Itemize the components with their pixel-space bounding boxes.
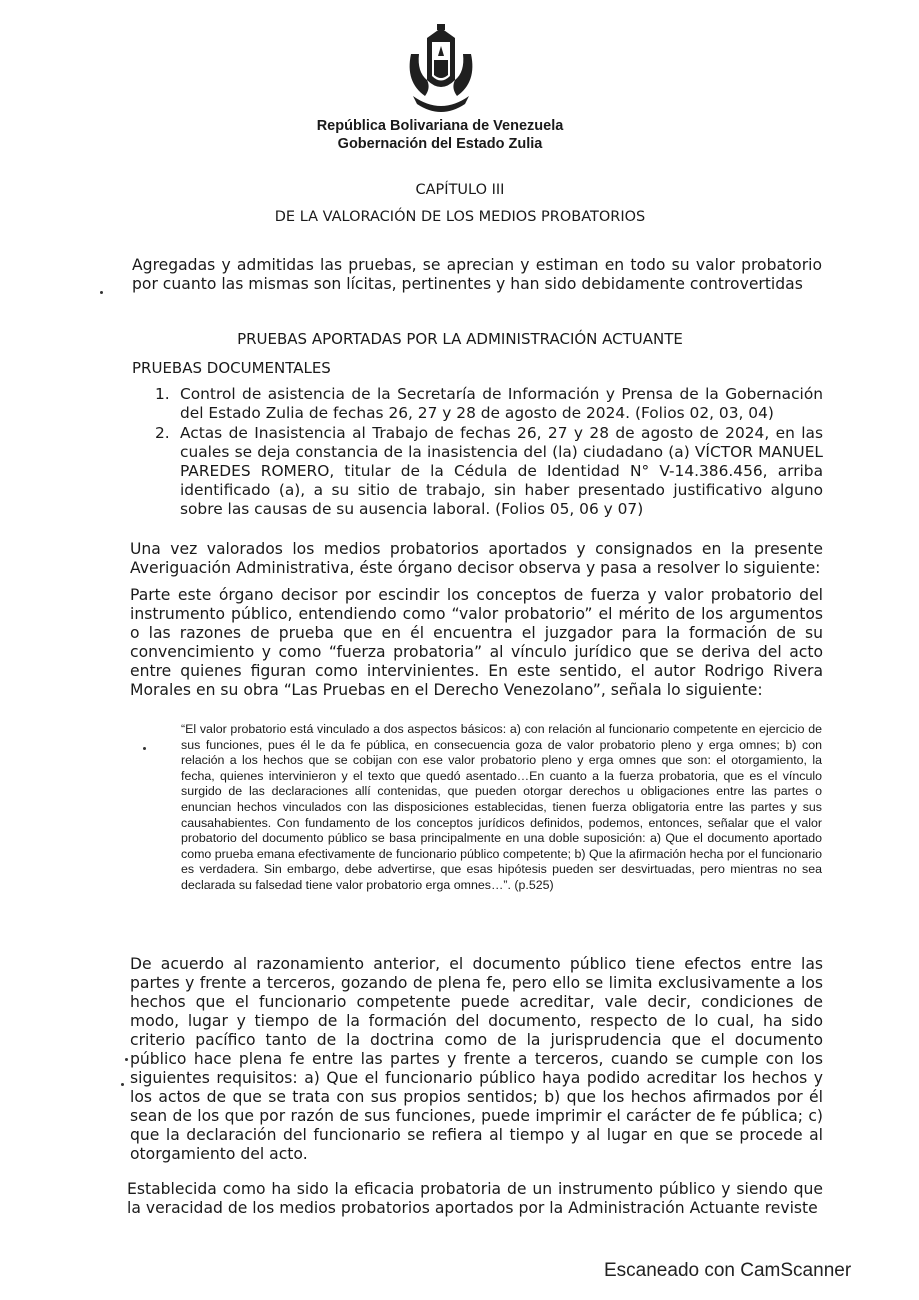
scanner-watermark: Escaneado con CamScanner	[604, 1260, 852, 1281]
establecida-paragraph: Establecida como ha sido la eficacia probatoria de un instrumento público y siendo que la veracidad de los medios probatorios aportados por la Administración Actuante reviste	[127, 1180, 823, 1217]
scan-speck	[143, 747, 146, 750]
list-item	[155, 385, 823, 423]
zulia-coat-of-arms-icon	[401, 24, 481, 114]
scan-speck	[121, 1083, 124, 1086]
intro-paragraph: Agregadas y admitidas las pruebas, se aprecian y estiman en todo su valor probatorio por cuanto las mismas son lícitas, pertinentes y han sido debidamente controvertidas	[132, 256, 822, 293]
list-item	[155, 424, 823, 519]
government-header	[250, 117, 630, 153]
acuerdo-paragraph: De acuerdo al razonamiento anterior, el documento público tiene efectos entre las partes y frente a terceros, gozando de plena fe, pero ello se limita exclusivamente a los hechos que el funcionario competente puede acreditar, vale decir, condiciones de modo, lugar y tiempo de la formación del documento, respecto de lo cual, ha sido criterio pacífico tanto de la doctrina como de la jurisprudencia que el documento público hace plena fe entre las partes y frente a terceros, cuando se cumple con los siguientes requisitos: a) Que el funcionario público haya podido acreditar los hechos y los actos de que se trata con sus propios sentidos; b) que los hechos afirmados por él sean de los que por razón de sus funciones, puede imprimir el carácter de fe pública; c) que la declaración del funcionario se refiera al tiempo y al lugar en que se procede al otorgamiento del acto.	[130, 955, 823, 1163]
list-item-number: 1.	[155, 385, 170, 403]
list-item-text: Control de asistencia de la Secretaría de Información y Prensa de la Gobernación del Estado Zulia de fechas 26, 27 y 28 de agosto de 2024. (Folios 02, 03, 04)	[180, 385, 823, 422]
doctrinal-quote: “El valor probatorio está vinculado a dos aspectos básicos: a) con relación al funcionario competente en ejercicio de sus funciones, pues él le da fe pública, en consecuencia goza de valor probatorio pleno y erga omnes; b) con relación a los hechos que se cobijan con ese valor probatorio pleno y erga omnes que son: el otorgamiento, la fecha, quienes intervinieron y el texto que quedó asentado…En cuanto a la fuerza probatoria, que es el vínculo surgido de las declaraciones allí contenidas, que pueden otorgar derechos u obligaciones entre las partes o enuncian hechos vinculados con las disposiciones establecidas, tienen fuerza obligatoria entre las partes y sus causahabientes. Con fundamento de los conceptos jurídicos definidos, podemos, entonces, señalar que el valor probatorio del documento público se basa principalmente en una doble suposición: a) Que el documento aportado como prueba emana efectivamente de funcionario público competente; b) Que la afirmación hecha por el funcionario es verdadera. Sin embargo, debe advertirse, que esas hipótesis pueden ser desvirtuadas, pero mientras no sea declarada su falsedad tiene valor probatorio erga omnes…”. (p.525)	[181, 722, 822, 892]
parte-paragraph: Parte este órgano decisor por escindir los conceptos de fuerza y valor probatorio del instrumento público, entendiendo como “valor probatorio” el mérito de los argumentos o las razones de prueba que en él encuentra el juzgador para la formación de su convencimiento y como “fuerza probatoria” al vínculo jurídico que se deriva del acto entre quienes figuran como intervinientes. En este sentido, el autor Rodrigo Rivera Morales en su obra “Las Pruebas en el Derecho Venezolano”, señala lo siguiente:	[130, 586, 823, 699]
scan-speck	[100, 291, 103, 294]
subsection-title: PRUEBAS DOCUMENTALES	[132, 359, 331, 377]
chapter-number: CAPÍTULO III	[415, 182, 505, 198]
chapter-title: DE LA VALORACIÓN DE LOS MEDIOS PROBATORIOS	[274, 209, 646, 225]
republic-name: República Bolivariana de Venezuela	[316, 118, 564, 134]
list-item-number: 2.	[155, 424, 170, 442]
government-name: Gobernación del Estado Zulia	[337, 136, 543, 152]
section-title: PRUEBAS APORTADAS POR LA ADMINISTRACIÓN ACTUANTE	[237, 330, 683, 348]
list-item-text: Actas de Inasistencia al Trabajo de fechas 26, 27 y 28 de agosto de 2024, en las cuales se deja constancia de la inasistencia del (la) ciudadano (a) VÍCTOR MANUEL PAREDES ROMERO, titular de la Cédula de Identidad N° V-14.386.456, arriba identificado (a), a su sitio de trabajo, sin haber presentado justificativo alguno sobre las causas de su ausencia laboral. (Folios 05, 06 y 07)	[180, 424, 823, 518]
scan-speck	[125, 1058, 128, 1061]
valorados-paragraph: Una vez valorados los medios probatorios aportados y consignados en la presente Averiguación Administrativa, éste órgano decisor observa y pasa a resolver lo siguiente:	[130, 540, 823, 577]
